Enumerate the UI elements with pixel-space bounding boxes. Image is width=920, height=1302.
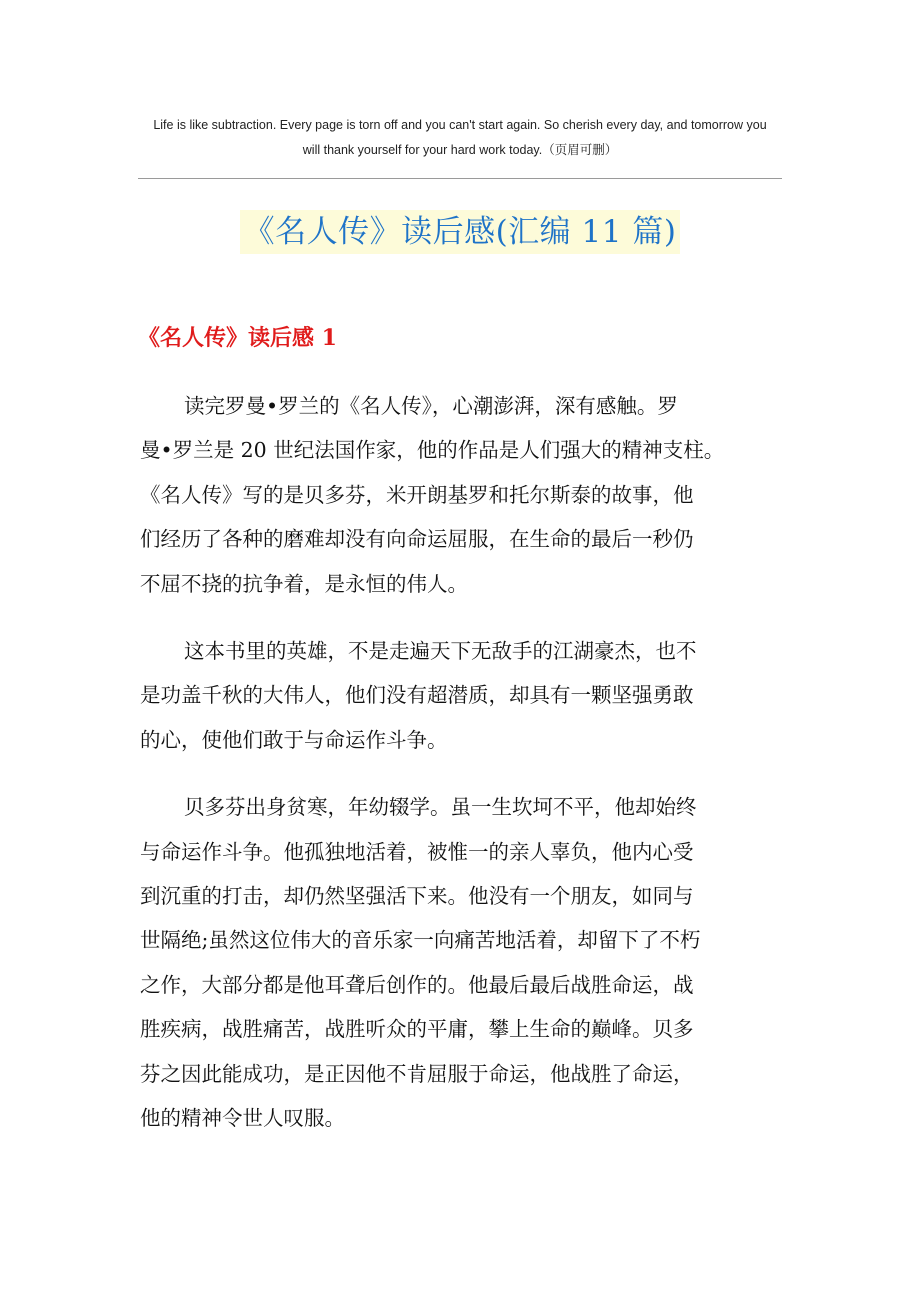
header-note-line: Life is like subtraction. Every page is torn off and you can't start again. So cherish every day, and tomorrow you <box>153 118 767 132</box>
text-line: 曼•罗兰是 20 世纪法国作家，他的作品是人们强大的精神支柱。 <box>140 438 725 463</box>
text-line: 之作，大部分都是他耳聋后创作的。他最后最后战胜命运，战 <box>140 972 694 997</box>
text-line: 与命运作斗争。他孤独地活着，被惟一的亲人辜负，他内心受 <box>140 839 694 864</box>
document-title-container <box>0 210 920 254</box>
text-line: 读完罗曼•罗兰的《名人传》，心潮澎湃，深有感触。罗 <box>184 394 678 418</box>
text-line: 的心，使他们敢于与命运作斗争。 <box>140 727 448 752</box>
text-line: 不屈不挠的抗争着，是永恒的伟人。 <box>140 571 468 596</box>
header-note-line: will thank yourself for your hard work today.（页眉可删） <box>302 143 618 157</box>
text-line: 们经历了各种的磨难却没有向命运屈服，在生命的最后一秒仍 <box>140 527 694 552</box>
text-line: 到沉重的打击，却仍然坚强活下来。他没有一个朋友，如同与 <box>140 884 694 909</box>
paragraph <box>140 384 790 606</box>
text-line: 芬之因此能成功，是正因他不肯屈服于命运，他战胜了命运， <box>140 1061 694 1086</box>
text-line: 贝多芬出身贫寒，年幼辍学。虽一生坎坷不平，他却始终 <box>184 795 697 820</box>
text-line: 胜疾病，战胜痛苦，战胜听众的平庸，攀上生命的巅峰。贝多 <box>140 1017 694 1042</box>
text-line: 世隔绝;虽然这位伟大的音乐家一向痛苦地活着，却留下了不朽 <box>140 928 701 953</box>
page-header-note <box>138 113 782 163</box>
text-line: 这本书里的英雄，不是走遍天下无敌手的江湖豪杰，也不 <box>184 639 697 664</box>
text-line: 是功盖千秋的大伟人，他们没有超潜质，却具有一颗坚强勇敢 <box>140 683 694 708</box>
document-title: 《名人传》读后感(汇编 11 篇) <box>240 210 681 254</box>
document-body <box>140 384 790 1164</box>
header-divider <box>138 178 782 179</box>
text-line: 他的精神令世人叹服。 <box>140 1106 345 1131</box>
section-heading: 《名人传》读后感 1 <box>138 325 337 351</box>
text-line: 《名人传》写的是贝多芬，米开朗基罗和托尔斯泰的故事，他 <box>140 482 694 507</box>
paragraph <box>140 785 790 1140</box>
paragraph <box>140 629 790 762</box>
